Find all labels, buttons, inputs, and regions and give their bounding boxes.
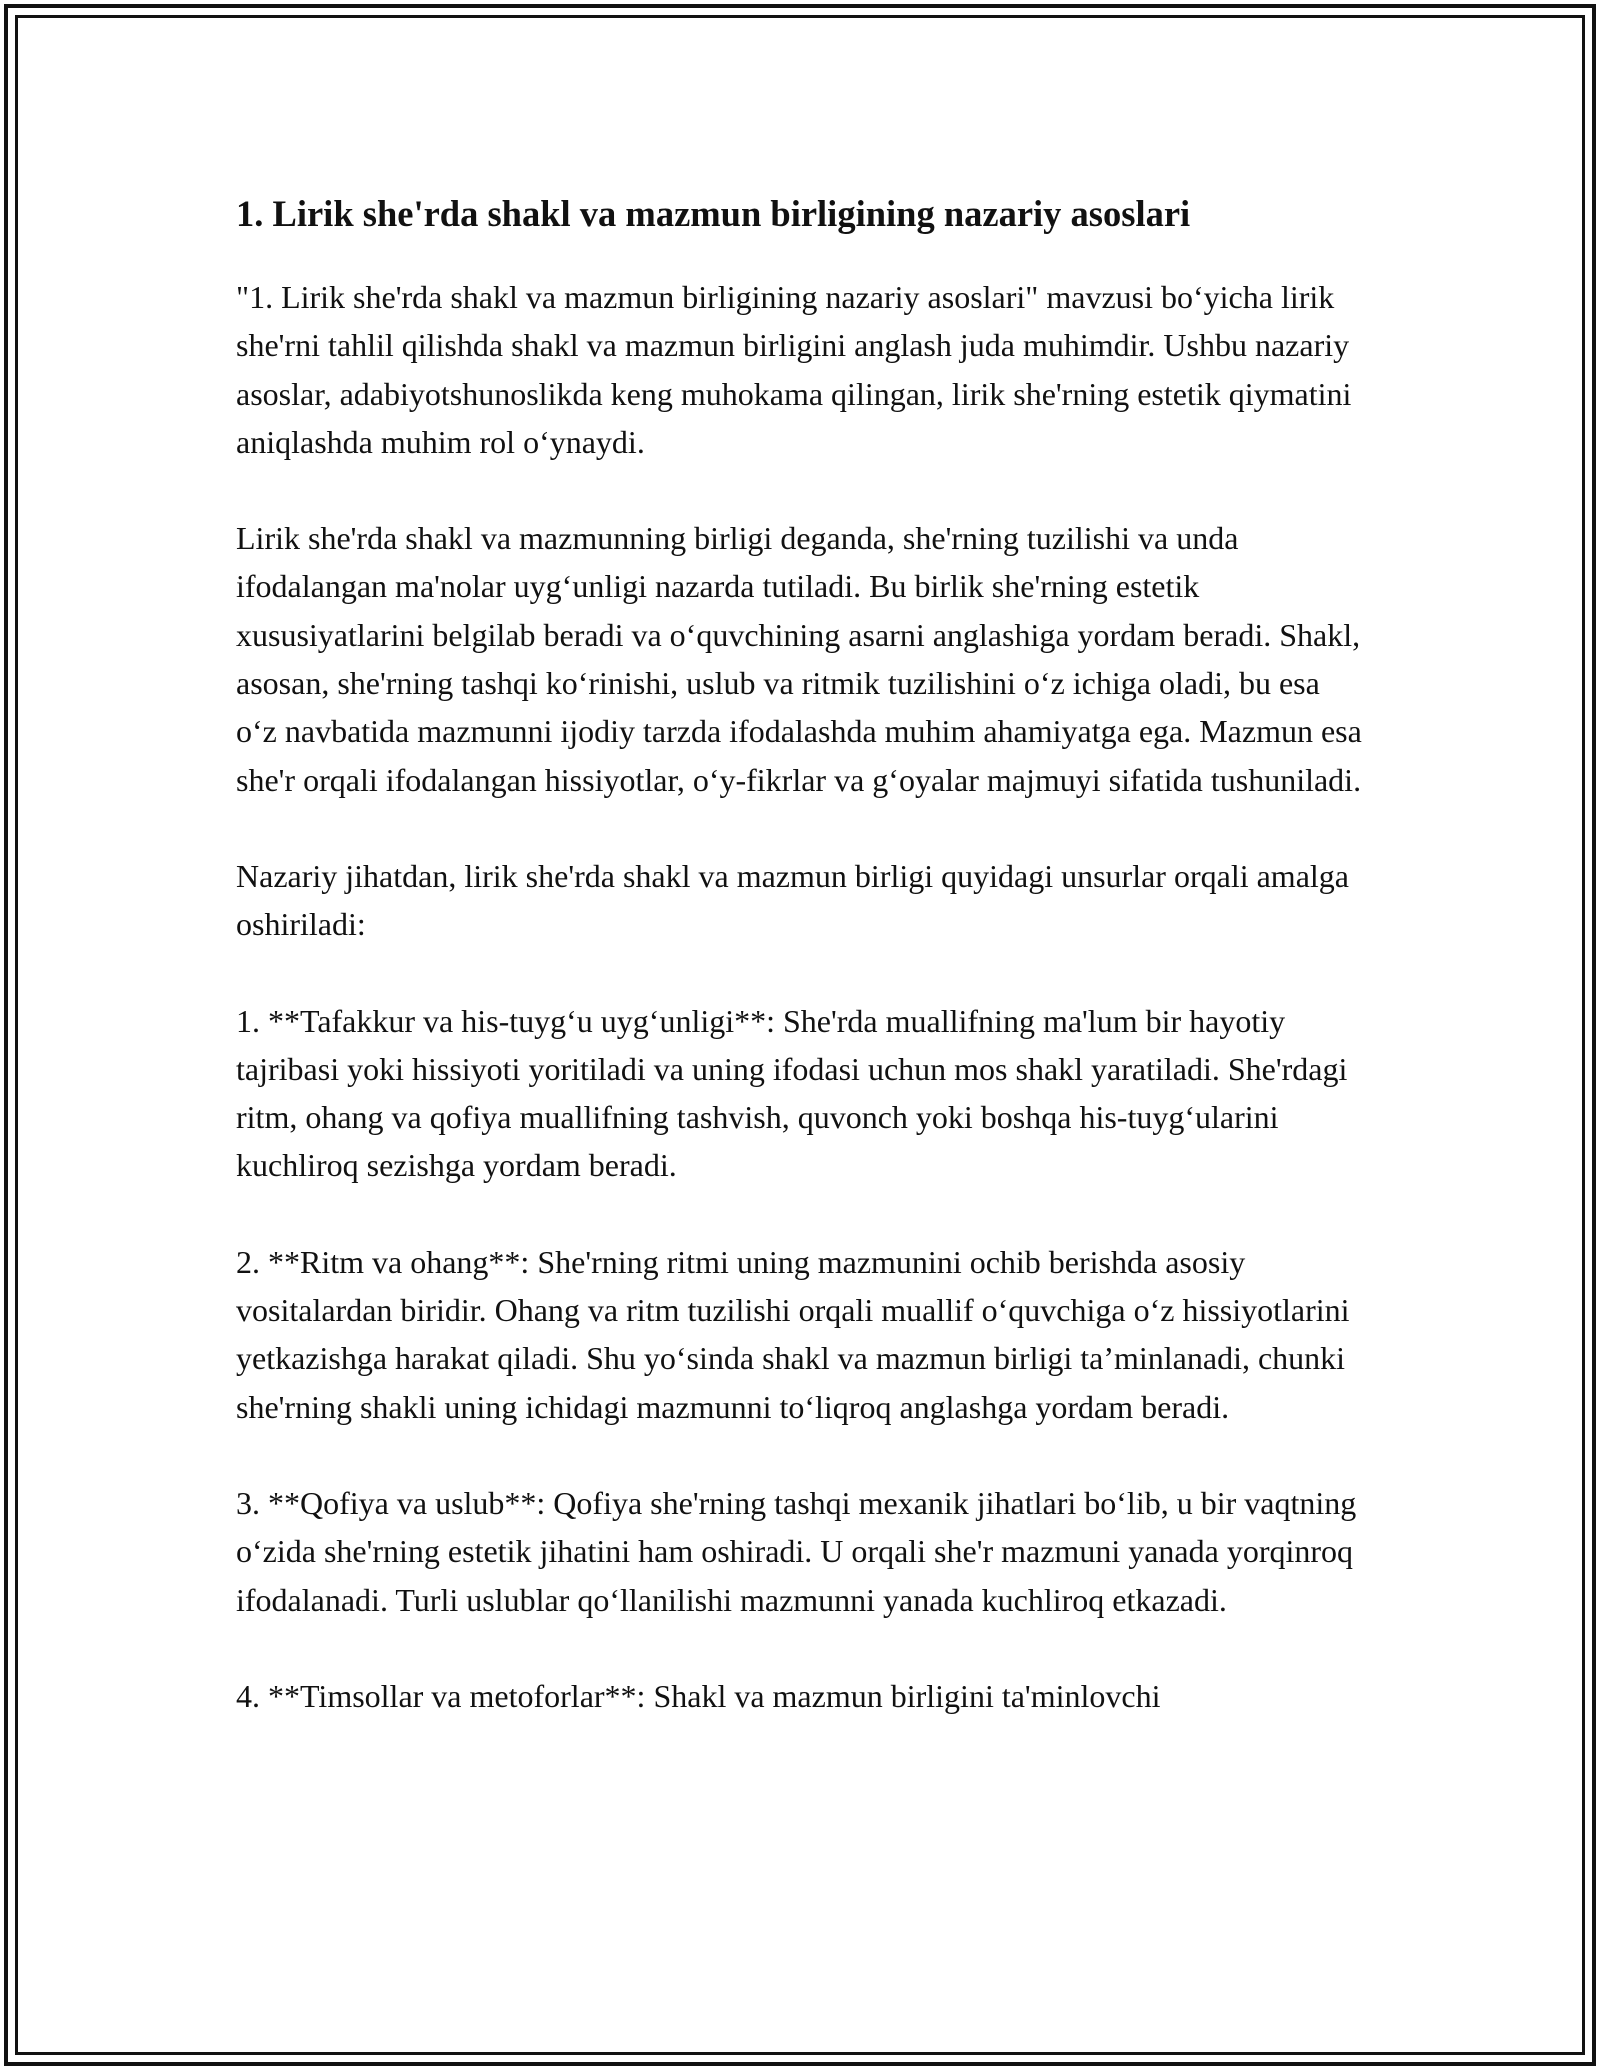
document-title: 1. Lirik she'rda shakl va mazmun birligining nazariy asoslari (236, 193, 1191, 234)
paragraph-definition: Lirik she'rda shakl va mazmunning birligi deganda, she'rning tuzilishi va unda ifodalangan ma'nolar uyg‘unligi nazarda tutiladi. Bu birlik she'rning estetik xususiyatlarini belgilab beradi va o‘quvchining asarni anglashiga yordam beradi. Shakl, asosan, she'rning tashqi ko‘rinishi, uslub va ritmik tuzilishini o‘z ichiga oladi, bu esa o‘z navbatida mazmunni ijodiy tarzda ifodalashda muhim ahamiyatga ega. Mazmun esa she'r orqali ifodalangan hissiyotlar, o‘y-fikrlar va g‘oyalar majmuyi sifatida tushuniladi. (236, 520, 1362, 798)
paragraph-intro: "1. Lirik she'rda shakl va mazmun birligining nazariy asoslari" mavzusi bo‘yicha lirik she'rni tahlil qilishda shakl va mazmun birligini anglash juda muhimdir. Ushbu nazariy asoslar, adabiyotshunoslikda keng muhokama qilingan, lirik she'rning estetik qiymatini aniqlashda muhim rol o‘ynaydi. (236, 279, 1352, 460)
document-body (236, 187, 1366, 1768)
list-item-2: 2. **Ritm va ohang**: She'rning ritmi uning mazmunini ochib berishda asosiy vositalardan biridir. Ohang va ritm tuzilishi orqali muallif o‘quvchiga o‘z hissiyotlarini yetkazishga harakat qiladi. Shu yo‘sinda shakl va mazmun birligi ta’minlanadi, chunki she'rning shakli uning ichidagi mazmunni to‘liqroq anglashga yordam beradi. (236, 1243, 1350, 1425)
list-item-4: 4. **Timsollar va metoforlar**: Shakl va mazmun birligini ta'minlovchi (236, 1677, 1161, 1714)
paragraph-theory: Nazariy jihatdan, lirik she'rda shakl va mazmun birligi quyidagi unsurlar orqali amalga oshiriladi: (236, 857, 1349, 943)
list-item-1: 1. **Tafakkur va his-tuyg‘u uyg‘unligi**: She'rda muallifning ma'lum bir hayotiy tajribasi yoki hissiyoti yoritiladi va uning ifodasi uchun mos shakl yaratiladi. She'rdagi ritm, ohang va qofiya muallifning tashvish, quvonch yoki boshqa his-tuyg‘ularini kuchliroq sezishga yordam beradi. (236, 1002, 1348, 1184)
list-item-3: 3. **Qofiya va uslub**: Qofiya she'rning tashqi mexanik jihatlari bo‘lib, u bir vaqtning o‘zida she'rning estetik jihatini ham oshiradi. U orqali she'r mazmuni yanada yorqinroq ifodalanadi. Turli uslublar qo‘llanilishi mazmunni yanada kuchliroq etkazadi. (236, 1484, 1357, 1618)
